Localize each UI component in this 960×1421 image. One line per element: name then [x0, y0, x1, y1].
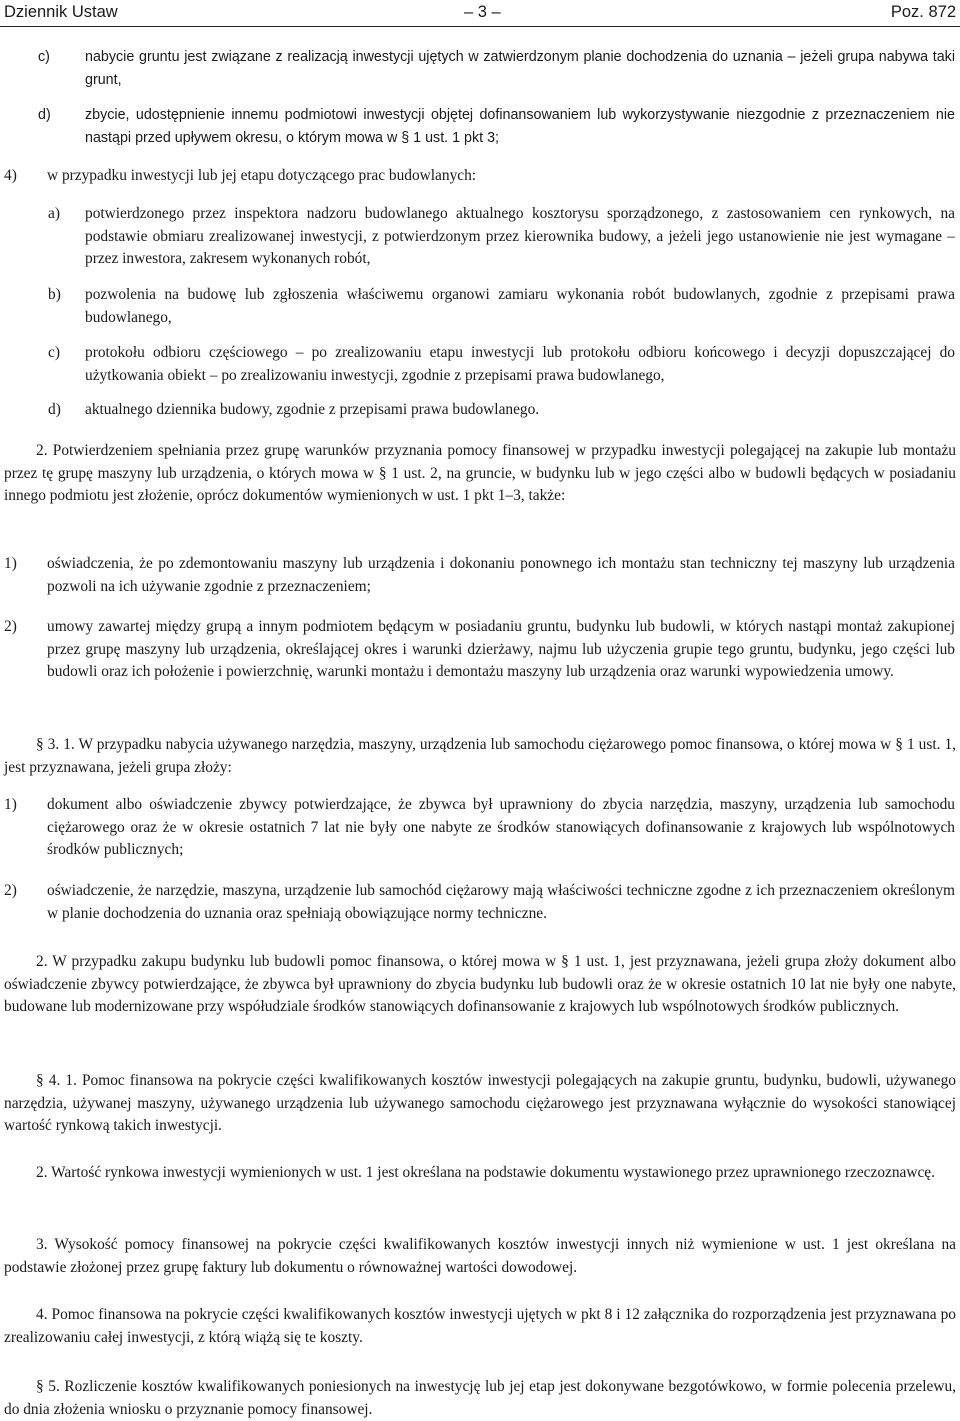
item-c-text: nabycie gruntu jest związane z realizacją inwestycji ujętych w zatwierdzonym planie dochodzenia do uznania – jeżeli grupa nabywa taki grunt, [85, 49, 955, 88]
p2-item-1-label: 1) [4, 555, 17, 572]
s3-item-2-text: oświadczenie, że narzędzie, maszyna, urządzenie lub samochód ciężarowy mają właściwości techniczne zgodne z ich przeznaczeniem określonym w planie dochodzenia do uznania oraz spełniają obowiązujące normy techniczne. [47, 882, 955, 922]
item-c-label: c) [38, 49, 50, 65]
p2-item-2-text: umowy zawartej między grupą a innym podmiotem będącym w posiadaniu gruntu, budynku lub budowli, w których nastąpi montaż zakupionej przez grupę maszyny lub urządzenia, określającej okres i warunki dzierżawy, najmu lub użyczenia grupie tego gruntu, budynku, jego części lub budowli oraz ich położenie i powierzchnię, warunki montażu i demontażu maszyny lub urządzenia oraz warunki wypowiedzenia umowy. [47, 618, 955, 681]
p2-item-2-label: 2) [4, 618, 17, 635]
point-4b-text: pozwolenia na budowę lub zgłoszenia właściwemu organowi zamiaru wykonania robót budowlanych, zgodnie z przepisami prawa budowlanego, [85, 286, 955, 326]
point-4c-text: protokołu odbioru częściowego – po zrealizowaniu etapu inwestycji lub protokołu odbioru końcowego i decyzji dopuszczającej do użytkowania obiekt – po zrealizowaniu inwestycji, zgodnie z przepisami prawa budowlanego, [85, 344, 955, 384]
point-4d-text: aktualnego dziennika budowy, zgodnie z przepisami prawa budowlanego. [85, 401, 540, 418]
item-d-label: d) [38, 107, 51, 123]
point-4b-label: b) [48, 286, 61, 303]
section-5-paragraph: § 5. Rozliczenie kosztów kwalifikowanych poniesionych na inwestycję lub jej etap jest dokonywane bezgotówkowo, w formie polecenia przelewu, do dnia złożenia wniosku o przyznanie pomocy finansowej. [4, 1378, 956, 1418]
s3-item-1-text: dokument albo oświadczenie zbywcy potwierdzające, że zbywca był uprawniony do zbycia narzędzia, maszyny, urządzenia lub samochodu ciężarowego oraz że w okresie ostatnich 7 lat nie były one nabyte ze środków stanowiących dofinansowanie z krajowych lub wspólnotowych środków publicznych; [47, 796, 955, 859]
section-4-paragraph-2: 2. Wartość rynkowa inwestycji wymienionych w ust. 1 jest określana na podstawie dokumentu wystawionego przez uprawnionego rzeczoznawcę. [36, 1164, 935, 1181]
paragraph-2-2: 2. Potwierdzeniem spełniania przez grupę warunków przyznania pomocy finansowej w przypadku inwestycji polegającej na zakupie lub montażu przez tę grupę maszyny lub urządzenia, o których mowa w § 1 ust. 2, na gruncie, w budynku lub w jego części albo w budowli będących w posiadaniu innego podmiotu jest złożenie, oprócz dokumentów wymienionych w ust. 1 pkt 1–3, także: [4, 442, 956, 505]
page-number: – 3 – [464, 3, 501, 21]
item-d-text: zbycie, udostępnienie innemu podmiotowi inwestycji objętej dofinansowaniem lub wykorzystywanie niezgodnie z przeznaczeniem nie nastąpi przed upływem okresu, o którym mowa w § 1 ust. 1 pkt 3; [85, 107, 955, 146]
p2-item-1-text: oświadczenia, że po zdemontowaniu maszyny lub urządzenia i dokonaniu ponownego ich montażu stan techniczny tej maszyny lub urządzenia pozwoli na ich używanie zgodnie z przeznaczeniem; [47, 555, 955, 595]
page-header [0, 0, 960, 27]
section-4-paragraph-3: 3. Wysokość pomocy finansowej na pokrycie części kwalifikowanych kosztów inwestycji innych niż wymienione w ust. 1 jest określana na podstawie złożonej przez grupę faktury lub dokumentu o równoważnej wartości dowodowej. [4, 1236, 956, 1276]
journal-title: Dziennik Ustaw [4, 3, 118, 21]
section-4-paragraph-4: 4. Pomoc finansowa na pokrycie części kwalifikowanych kosztów inwestycji ujętych w pkt 8 i 12 załącznika do rozporządzenia jest przyznawana po zrealizowaniu całej inwestycji, z którą wiążą się te koszty. [4, 1306, 956, 1346]
section-3-paragraph-1: § 3. 1. W przypadku nabycia używanego narzędzia, maszyny, urządzenia lub samochodu ciężarowego pomoc finansowa, o której mowa w § 1 ust. 1, jest przyznawana, jeżeli grupa złoży: [4, 736, 956, 776]
position-number: Poz. 872 [890, 3, 956, 21]
section-4-paragraph-1: § 4. 1. Pomoc finansowa na pokrycie części kwalifikowanych kosztów inwestycji polegających na zakupie gruntu, budynku, budowli, używanego narzędzia, używanej maszyny, używanego urządzenia lub używanego samochodu ciężarowego jest przyznawana wyłącznie do wysokości stanowiącej wartość rynkową takich inwestycji. [4, 1072, 956, 1135]
point-4a-text: potwierdzonego przez inspektora nadzoru budowlanego aktualnego kosztorysu sporządzonego, z zastosowaniem cen rynkowych, na podstawie obmiaru zrealizowanej inwestycji, z potwierdzonym przez kierownika budowy, a jeżeli jego ustanowienie nie jest wymagane – przez inwestora, zakresem wykonanych robót, [85, 205, 955, 268]
point-4-text: w przypadku inwestycji lub jej etapu dotyczącego prac budowlanych: [47, 167, 477, 184]
section-3-paragraph-2: 2. W przypadku zakupu budynku lub budowli pomoc finansowa, o której mowa w § 1 ust. 1, jest przyznawana, jeżeli grupa złoży dokument albo oświadczenie zbywcy potwierdzające, że zbywca był uprawniony do zbycia budynku lub budowli oraz że w okresie ostatnich 10 lat nie były one nabyte, budowane lub modernizowane przy współudziale środków stanowiących dofinansowanie z krajowych lub wspólnotowych środków publicznych. [4, 953, 956, 1016]
point-4-label: 4) [4, 167, 17, 184]
point-4a-label: a) [48, 205, 60, 222]
point-4c-label: c) [48, 344, 60, 361]
point-4d-label: d) [48, 401, 61, 418]
s3-item-2-label: 2) [4, 882, 17, 899]
s3-item-1-label: 1) [4, 796, 17, 813]
